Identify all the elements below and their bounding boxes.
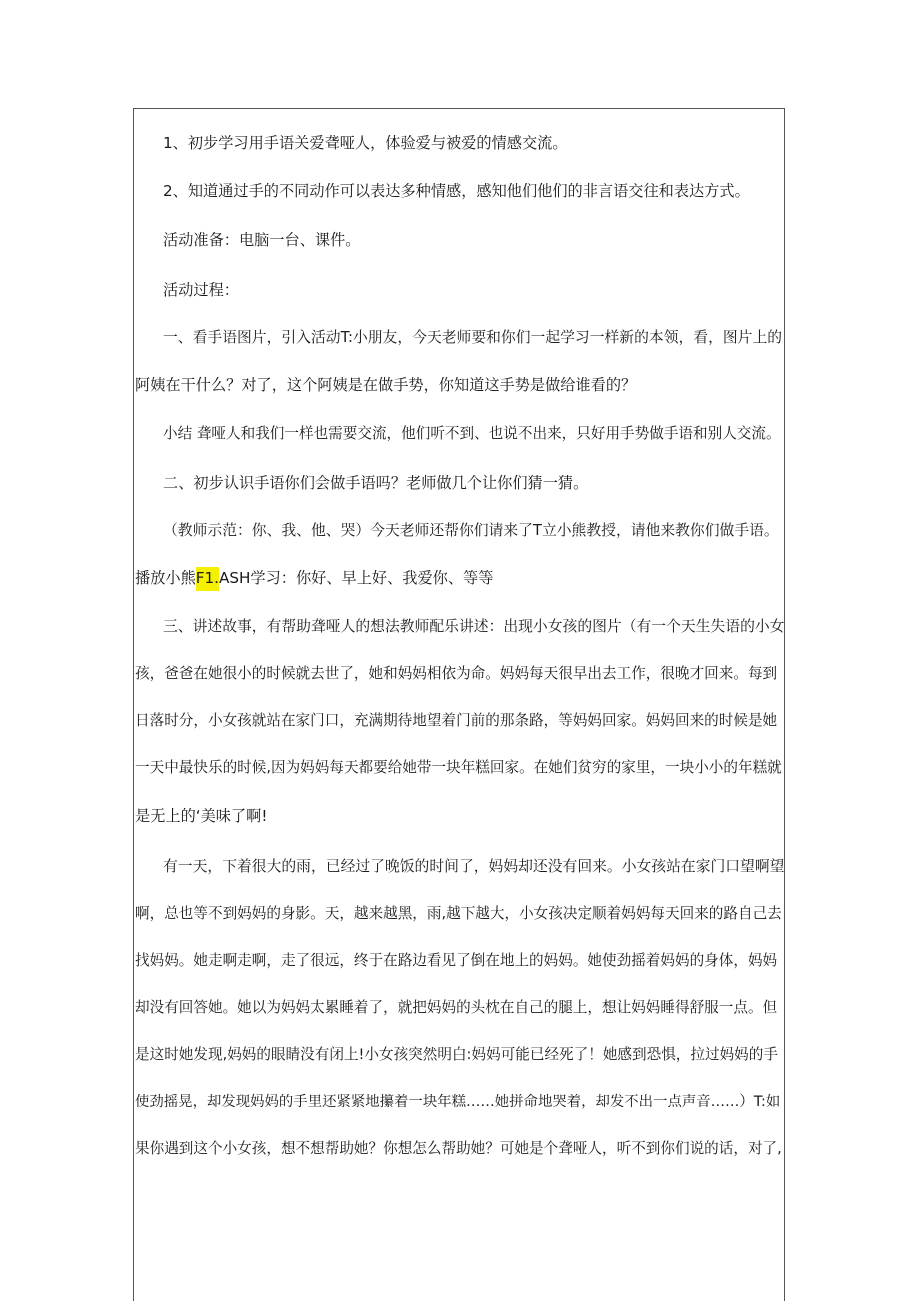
- story-line-2: 啊，总也等不到妈妈的身影。天，越来越黑，雨,越下越大，小女孩决定顺着妈妈每天回来的路自己去: [135, 905, 782, 922]
- story-line-4: 却没有回答她。她以为妈妈太累睡着了，就把妈妈的头枕在自己的腿上，想让妈妈睡得舒服一点。但: [135, 999, 778, 1016]
- flash-line-prefix: 播放小熊: [135, 569, 196, 587]
- flash-line-suffix: ASH学习：你好、早上好、我爱你、等等: [218, 569, 494, 587]
- story-line-3: 找妈妈。她走啊走啊，走了很远，终于在路边看见了倒在地上的妈妈。她使劲摇着妈妈的身体，妈妈: [135, 952, 778, 969]
- activity-preparation: 活动准备：电脑一台、课件。: [163, 231, 361, 249]
- step-3-line-1: 三、讲述故事，有帮助聋哑人的想法教师配乐讲述：出现小女孩的图片（有一个天生失语的小女: [163, 618, 785, 635]
- step-1-line-2: 阿姨在干什么？对了，这个阿姨是在做手势，你知道这手势是做给谁看的？: [135, 376, 637, 394]
- summary: 小结 聋哑人和我们一样也需要交流，他们听不到、也说不出来，只好用手势做手语和别人交流。: [163, 425, 781, 442]
- step-3-line-3: 日落时分，小女孩就站在家门口，充满期待地望着门前的那条路，等妈妈回家。妈妈回来的时候是她: [135, 712, 778, 729]
- step-3-line-4: 一天中最快乐的时候,因为妈妈每天都要给她带一块年糕回家。在她们贫穷的家里，一块小小的年糕就: [135, 759, 782, 776]
- step-3-line-2: 孩，爸爸在她很小的时候就去世了，她和妈妈相依为命。妈妈每天很早出去工作，很晚才回来。每到: [135, 665, 778, 682]
- teacher-demo: （教师示范：你、我、他、哭）今天老师还帮你们请来了T立小熊教授，请他来教你们做手语。: [163, 522, 779, 539]
- story-line-5: 是这时她发现,妈妈的眼睛没有闭上!小女孩突然明白:妈妈可能已经死了！她感到恐惧，拉过妈妈的手: [135, 1046, 778, 1063]
- story-line-7: 果你遇到这个小女孩，想不想帮助她？你想怎么帮助她？可她是个聋哑人，听不到你们说的话，对了,: [135, 1140, 782, 1157]
- step-3-line-5: 是无上的‘美味了啊!: [135, 807, 268, 825]
- story-line-1: 有一天，下着很大的雨，已经过了晚饭的时间了，妈妈却还没有回来。小女孩站在家门口望啊望: [163, 858, 785, 875]
- goal-1: 1、初步学习用手语关爱聋哑人，体验爱与被爱的情感交流。: [163, 134, 568, 152]
- story-line-6: 使劲摇晃，却发现妈妈的手里还紧紧地攥着一块年糕……她拼命地哭着，却发不出一点声音……）T:如: [135, 1094, 781, 1110]
- step-2: 二、初步认识手语你们会做手语吗？老师做几个让你们猜一猜。: [163, 474, 589, 492]
- goal-2: 2、知道通过手的不同动作可以表达多种情感，感知他们他们的非言语交往和表达方式。: [163, 182, 750, 200]
- step-1-line-1: 一、看手语图片，引入活动T:小朋友，今天老师要和你们一起学习一样新的本领，看，图片上的: [163, 329, 783, 346]
- activity-process-heading: 活动过程：: [163, 281, 239, 299]
- highlighted-text: F1.: [196, 567, 219, 591]
- flash-line: [135, 568, 755, 588]
